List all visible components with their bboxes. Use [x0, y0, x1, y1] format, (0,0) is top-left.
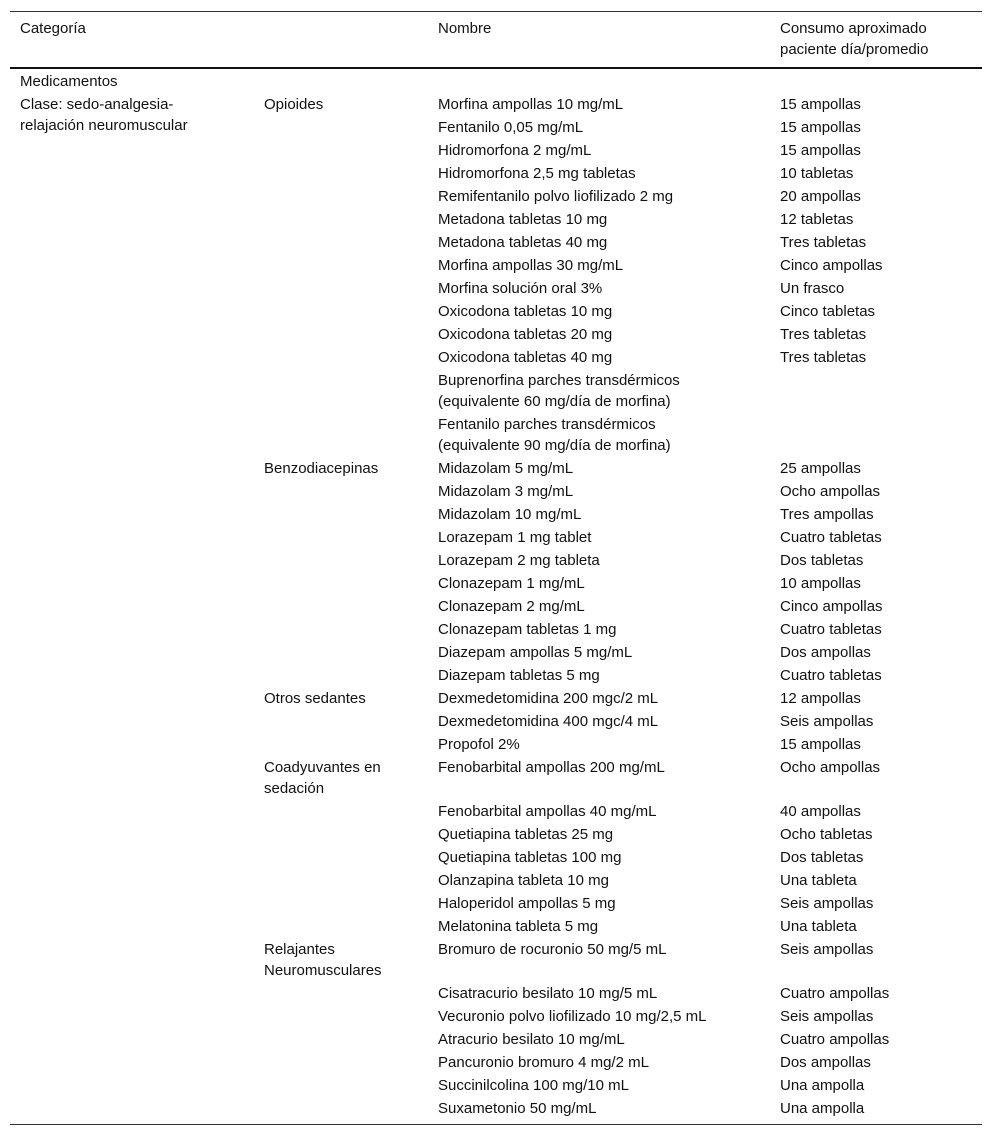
medication-name-line: Fentanilo 0,05 mg/mL	[438, 119, 584, 136]
class-label-line1: Clase: sedo-analgesia-	[20, 96, 174, 113]
medication-name	[424, 1005, 766, 1028]
consumption-value: Dos ampollas	[780, 644, 871, 661]
subclass-label-line: Relajantes	[264, 941, 335, 958]
medication-name	[424, 869, 766, 892]
consumption-value: Una ampolla	[780, 1077, 865, 1094]
consumption-value: 10 ampollas	[780, 575, 861, 592]
medication-name-line: (equivalente 90 mg/día de morfina)	[438, 437, 671, 454]
medication-name-line: Vecuronio polvo liofilizado 10 mg/2,5 mL	[438, 1008, 707, 1025]
medication-name	[424, 208, 766, 231]
medication-name-line: Suxametonio 50 mg/mL	[438, 1100, 597, 1117]
medication-name-line: Haloperidol ampollas 5 mg	[438, 895, 616, 912]
medication-name-line: Oxicodona tabletas 10 mg	[438, 303, 613, 320]
subclass-label-line: Benzodiacepinas	[264, 460, 379, 477]
consumption-value: Una tableta	[780, 872, 857, 889]
medication-name-line: Oxicodona tabletas 20 mg	[438, 326, 613, 343]
medication-name-line: Atracurio besilato 10 mg/mL	[438, 1031, 625, 1048]
subclass-label-line: Coadyuvantes en	[264, 759, 381, 776]
consumption-value: Ocho ampollas	[780, 483, 881, 500]
medication-name	[424, 231, 766, 254]
class-label	[10, 93, 254, 1125]
medication-name-line: Morfina solución oral 3%	[438, 280, 603, 297]
medication-name	[424, 300, 766, 323]
consumption-value: Ocho tabletas	[780, 826, 873, 843]
consumption-value: 25 ampollas	[780, 460, 861, 477]
header-consumo-line1: Consumo aproximado	[780, 20, 927, 37]
medication-name-line: Clonazepam 1 mg/mL	[438, 575, 585, 592]
medication-name	[424, 93, 766, 116]
medication-name-line: Hidromorfona 2 mg/mL	[438, 142, 592, 159]
subclass-label-line: Otros sedantes	[264, 690, 366, 707]
consumption-value: Tres tabletas	[780, 349, 867, 366]
medication-name	[424, 116, 766, 139]
table-header-row	[10, 12, 982, 69]
consumption-value: Dos ampollas	[780, 1054, 871, 1071]
medication-name	[424, 664, 766, 687]
medication-name-line: Morfina ampollas 30 mg/mL	[438, 257, 624, 274]
medication-name	[424, 595, 766, 618]
consumption-value: 15 ampollas	[780, 96, 861, 113]
consumption-value: Cuatro tabletas	[780, 529, 882, 546]
medication-name-line: Morfina ampollas 10 mg/mL	[438, 96, 624, 113]
medication-name-line: Lorazepam 1 mg tablet	[438, 529, 592, 546]
consumption-value: Ocho ampollas	[780, 759, 881, 776]
consumption-value: 15 ampollas	[780, 119, 861, 136]
consumption-value: Cuatro tabletas	[780, 621, 882, 638]
medication-name	[424, 938, 766, 982]
medication-name-line: Midazolam 5 mg/mL	[438, 460, 574, 477]
medication-name	[424, 369, 766, 413]
header-nombre: Nombre	[424, 12, 766, 69]
consumption-value: 12 tabletas	[780, 211, 854, 228]
consumption-value: Seis ampollas	[780, 1008, 874, 1025]
header-categoria: Categoría	[10, 12, 424, 69]
medication-name	[424, 982, 766, 1005]
medication-name	[424, 457, 766, 480]
medication-name	[424, 162, 766, 185]
subclass-label-line: Neuromusculares	[264, 962, 382, 979]
medication-name	[424, 1028, 766, 1051]
medication-name	[424, 823, 766, 846]
medication-name	[424, 687, 766, 710]
medication-name-line: Quetiapina tabletas 25 mg	[438, 826, 614, 843]
medication-name-line: (equivalente 60 mg/día de morfina)	[438, 393, 671, 410]
medication-name-line: Clonazepam 2 mg/mL	[438, 598, 585, 615]
subclass-label	[254, 756, 424, 938]
medication-name	[424, 503, 766, 526]
consumption-value: Una ampolla	[780, 1100, 865, 1117]
medication-name	[424, 526, 766, 549]
medication-name	[424, 254, 766, 277]
subclass-label	[254, 687, 424, 756]
section-row	[10, 68, 982, 93]
medication-name	[424, 710, 766, 733]
medication-name-line: Olanzapina tableta 10 mg	[438, 872, 609, 889]
medication-name-line: Fentanilo parches transdérmicos	[438, 416, 656, 433]
medication-name	[424, 323, 766, 346]
medication-name-line: Midazolam 10 mg/mL	[438, 506, 582, 523]
consumption-value: Tres ampollas	[780, 506, 874, 523]
consumption-value: 12 ampollas	[780, 690, 861, 707]
medication-name-line: Metadona tabletas 10 mg	[438, 211, 608, 228]
consumption-value: Cinco ampollas	[780, 598, 883, 615]
medication-name-line: Midazolam 3 mg/mL	[438, 483, 574, 500]
consumption-value: 15 ampollas	[780, 736, 861, 753]
medication-name	[424, 277, 766, 300]
medication-name-line: Diazepam ampollas 5 mg/mL	[438, 644, 633, 661]
medication-name-line: Bromuro de rocuronio 50 mg/5 mL	[438, 941, 667, 958]
consumption-value: Cuatro tabletas	[780, 667, 882, 684]
consumption-value: Tres tabletas	[780, 326, 867, 343]
consumption-value: Seis ampollas	[780, 713, 874, 730]
medication-name	[424, 413, 766, 457]
consumption-value: 40 ampollas	[780, 803, 861, 820]
medication-name	[424, 892, 766, 915]
consumption-value: Cuatro ampollas	[780, 985, 890, 1002]
medication-name-line: Clonazepam tabletas 1 mg	[438, 621, 617, 638]
subclass-label	[254, 938, 424, 1125]
medication-name	[424, 800, 766, 823]
medication-name	[424, 480, 766, 503]
header-consumo-line2: paciente día/promedio	[780, 41, 929, 58]
consumption-value: Seis ampollas	[780, 895, 874, 912]
medication-name	[424, 1097, 766, 1125]
consumption-value: Cinco tabletas	[780, 303, 876, 320]
medication-name-line: Propofol 2%	[438, 736, 520, 753]
subclass-label-line: sedación	[264, 780, 325, 797]
medication-name-line: Dexmedetomidina 200 mgc/2 mL	[438, 690, 659, 707]
medication-name-line: Succinilcolina 100 mg/10 mL	[438, 1077, 629, 1094]
medication-name-line: Melatonina tableta 5 mg	[438, 918, 599, 935]
subclass-label	[254, 93, 424, 457]
consumption-value: Cinco ampollas	[780, 257, 883, 274]
medication-name	[424, 185, 766, 208]
header-consumo	[766, 12, 982, 69]
medication-name	[424, 756, 766, 800]
medication-name-line: Hidromorfona 2,5 mg tabletas	[438, 165, 636, 182]
medication-name-line: Pancuronio bromuro 4 mg/2 mL	[438, 1054, 649, 1071]
subclass-label-line: Opioides	[264, 96, 324, 113]
medication-name-line: Diazepam tabletas 5 mg	[438, 667, 600, 684]
consumption-value: 20 ampollas	[780, 188, 861, 205]
medication-name	[424, 1051, 766, 1074]
medication-table	[10, 11, 982, 1125]
medication-name-line: Lorazepam 2 mg tableta	[438, 552, 600, 569]
medication-name	[424, 618, 766, 641]
medication-name	[424, 572, 766, 595]
consumption-value: Tres tabletas	[780, 234, 867, 251]
medication-name	[424, 346, 766, 369]
medication-name-line: Oxicodona tabletas 40 mg	[438, 349, 613, 366]
medication-name-line: Dexmedetomidina 400 mgc/4 mL	[438, 713, 659, 730]
medication-name-line: Fenobarbital ampollas 40 mg/mL	[438, 803, 657, 820]
medication-name-line: Quetiapina tabletas 100 mg	[438, 849, 622, 866]
medication-name	[424, 846, 766, 869]
section-label: Medicamentos	[20, 73, 118, 90]
consumption-value	[766, 413, 982, 457]
consumption-value: Una tableta	[780, 918, 857, 935]
medication-name	[424, 1074, 766, 1097]
medication-name-line: Remifentanilo polvo liofilizado 2 mg	[438, 188, 674, 205]
medication-name-line: Metadona tabletas 40 mg	[438, 234, 608, 251]
subclass-label	[254, 457, 424, 687]
consumption-value: Dos tabletas	[780, 849, 864, 866]
consumption-value: Cuatro ampollas	[780, 1031, 890, 1048]
consumption-value: Un frasco	[780, 280, 845, 297]
medication-name	[424, 139, 766, 162]
medication-name	[424, 549, 766, 572]
consumption-value: Seis ampollas	[780, 941, 874, 958]
consumption-value: 10 tabletas	[780, 165, 854, 182]
medication-name	[424, 915, 766, 938]
medication-name-line: Cisatracurio besilato 10 mg/5 mL	[438, 985, 658, 1002]
consumption-value: 15 ampollas	[780, 142, 861, 159]
consumption-value: Dos tabletas	[780, 552, 864, 569]
medication-name	[424, 641, 766, 664]
class-label-line2: relajación neuromuscular	[20, 117, 188, 134]
medication-name-line: Fenobarbital ampollas 200 mg/mL	[438, 759, 665, 776]
medication-name	[424, 733, 766, 756]
medication-name-line: Buprenorfina parches transdérmicos	[438, 372, 680, 389]
consumption-value	[766, 369, 982, 413]
table-row	[10, 93, 982, 116]
